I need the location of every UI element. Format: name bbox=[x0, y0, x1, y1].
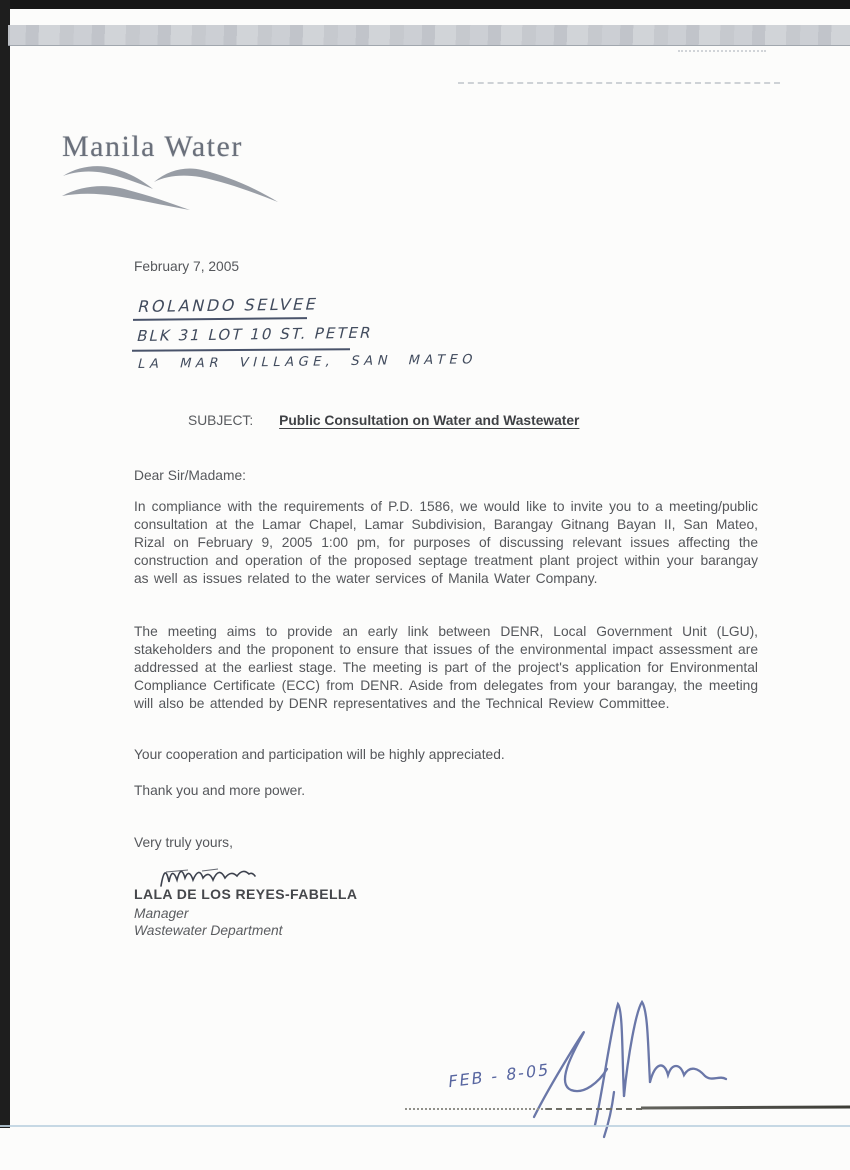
recipient-name-handwritten: ROLANDO SELVEE bbox=[136, 294, 321, 316]
scan-artifact-dashes-lower bbox=[458, 82, 780, 84]
scan-edge-left-bar bbox=[0, 0, 10, 1128]
scan-artifact-line-solid bbox=[641, 1105, 850, 1109]
subject-label: SUBJECT: bbox=[188, 413, 254, 428]
scan-artifact-line-dashed bbox=[546, 1108, 642, 1110]
scan-artifact-dashes-upper bbox=[678, 50, 766, 52]
subject-title: Public Consultation on Water and Wastewater bbox=[279, 413, 580, 428]
salutation: Dear Sir/Madame: bbox=[134, 468, 246, 483]
recipient-address-line-handwritten: BLK 31 LOT 10 ST. PETER bbox=[135, 323, 375, 345]
scan-edge-top-bar bbox=[0, 0, 850, 9]
subject-row bbox=[188, 412, 579, 430]
body-paragraph-1: In compliance with the requirements of P.D. 1586, we would like to invite you to a meeting/public consultation at the Lamar Chapel, Lamar Subdivision, Barangay Gitnang Bayan II, San Mateo, Rizal on February 9, 2005 1:00 pm, for purposes of discussing relevant issues affecting the construction and operation of the proposed septage treatment plant project within your barangay as well as issues related to the water services of Manila Water Company. bbox=[134, 499, 758, 587]
letter-date: February 7, 2005 bbox=[134, 259, 240, 274]
body-paragraph-2: The meeting aims to provide an early link between DENR, Local Government Unit (LGU), stakeholders and the proponent to ensure that issues of the environmental impact assessment are addressed at the earliest stage. The meeting is part of the project's application for Environmental Compliance Certificate (ECC) from DENR. Aside from delegates from your barangay, the meeting will also be attended by DENR representatives and the Technical Review Committee. bbox=[134, 624, 758, 712]
signatory-name: LALA DE LOS REYES-FABELLA bbox=[134, 886, 358, 902]
water-waves-icon bbox=[50, 160, 290, 222]
scan-artifact-line-dotted bbox=[405, 1108, 547, 1110]
closing-appreciation-line: Your cooperation and participation will be highly appreciated. bbox=[134, 747, 505, 762]
handwritten-underline bbox=[132, 348, 350, 352]
received-date-handwritten: FEB - 8-05 bbox=[447, 1059, 552, 1092]
signatory-department: Wastewater Department bbox=[134, 923, 283, 938]
closing-thanks-line: Thank you and more power. bbox=[134, 783, 306, 798]
valediction: Very truly yours, bbox=[134, 835, 233, 850]
handwritten-underline bbox=[133, 317, 307, 321]
approval-signature-icon bbox=[518, 995, 730, 1140]
recipient-village-line-handwritten: LA MAR VILLAGE, SAN MATEO bbox=[136, 352, 479, 372]
manila-water-logo-text: Manila Water bbox=[62, 130, 243, 163]
signatory-title: Manager bbox=[134, 906, 189, 921]
scan-noise-band bbox=[8, 25, 850, 46]
scan-artifact-blue-line bbox=[0, 1125, 850, 1127]
